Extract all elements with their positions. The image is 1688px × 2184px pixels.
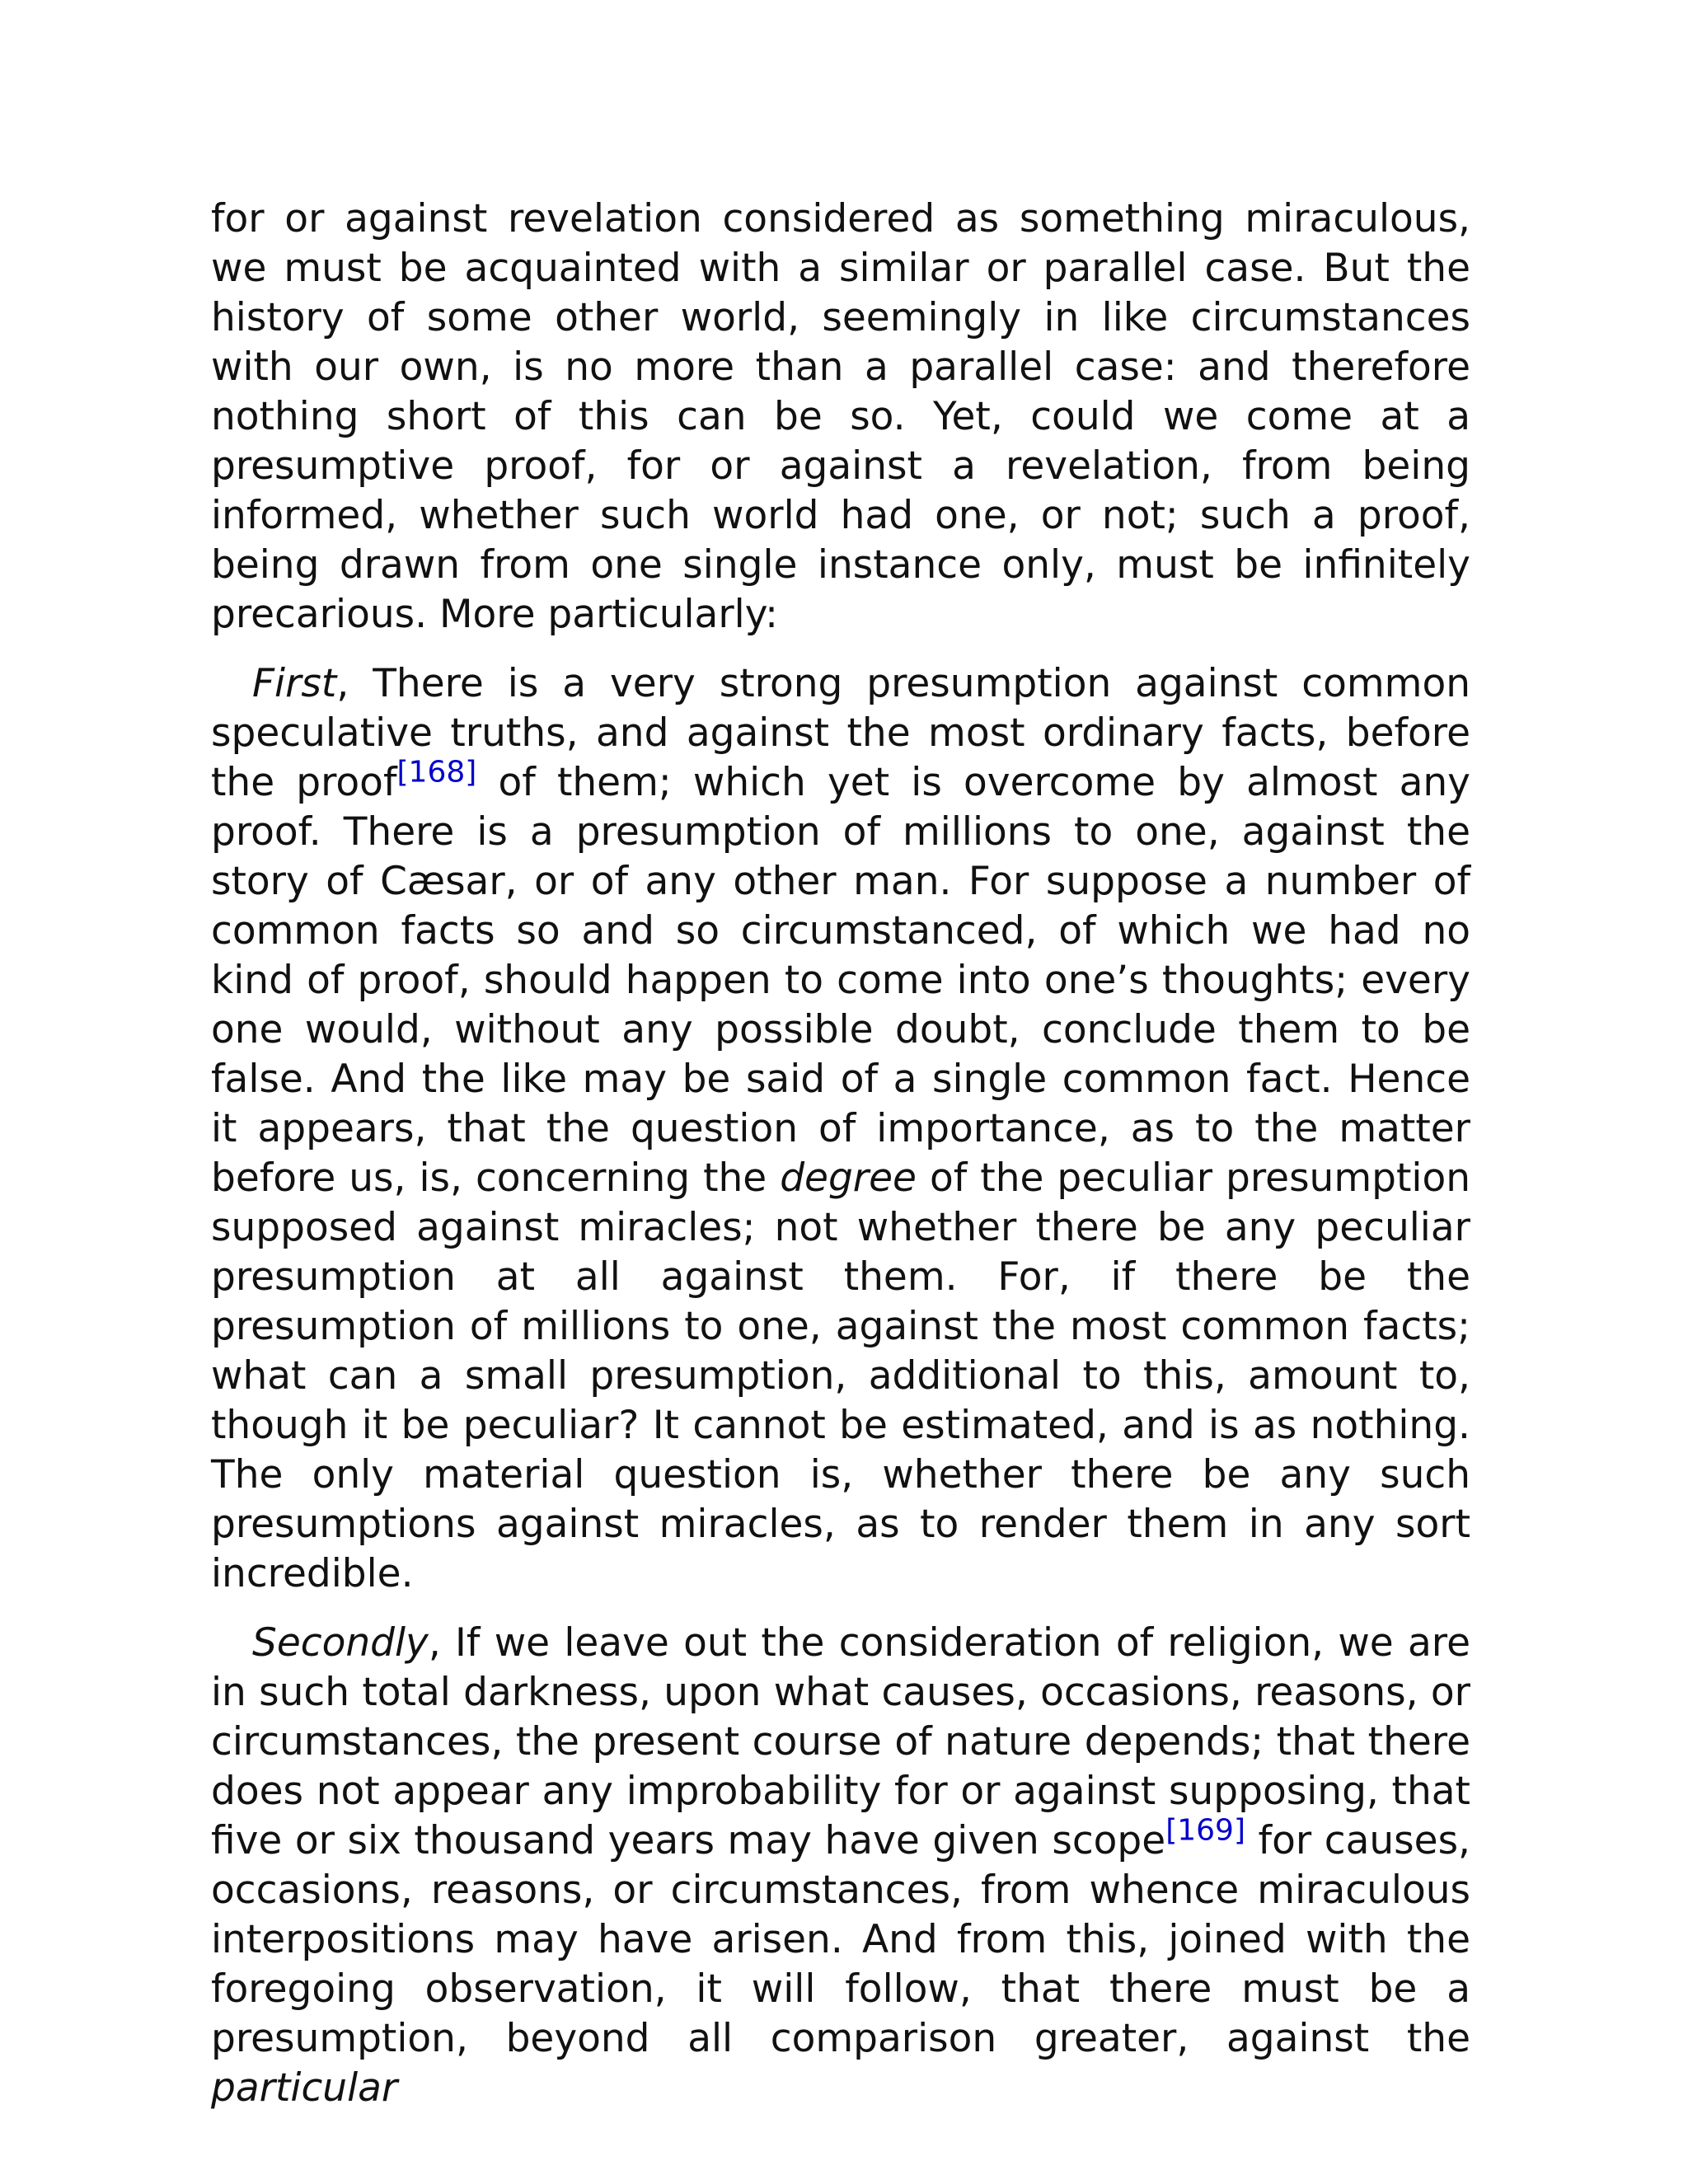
footnote-link-168[interactable]: [168] <box>396 755 477 790</box>
paragraph-text: of them; which yet is overcome by almost any proof. There is a presumption of millions to one, against the story of Cæsar, or of any other man. For suppose a number of common facts so and so circumstanced, of which we had no kind of proof, should happen to come into one’s thoughts; every one would, without any possible doubt, conclude them to be false. And the like may be said of a single common fact. Hence it appears, that the question of importance, as to the matter before us, is, concerning the <box>211 760 1470 1201</box>
paragraph-secondly <box>211 1619 1470 2113</box>
paragraph-text: , There is a very strong presumption against common speculative truths, and against the most ordinary facts, before the proof <box>211 661 1470 805</box>
paragraph-text: of the peculiar presumption supposed against miracles; not whether there be any peculiar presumption at all against them. For, if there be the presumption of millions to one, against the most common facts; what can a small presumption, additional to this, amount to, though it be peculiar? It cannot be estimated, and is as nothing. The only material question is, whether there be any such presumptions against miracles, as to render them in any sort incredible. <box>211 1155 1470 1596</box>
page-body <box>211 194 1470 2113</box>
footnote-link-169[interactable]: [169] <box>1165 1813 1245 1848</box>
paragraph-text: for causes, occasions, reasons, or circumstances, from whence miraculous interpositions may have arisen. And from this, joined with the foregoing observation, it will follow, that there must be a presumption, beyond all comparison greater, against the <box>211 1818 1470 2061</box>
paragraph-text: , If we leave out the consideration of religion, we are in such total darkness, upon what causes, occasions, reasons, or circumstances, the present course of nature depends; that there does not appear any improbability for or against supposing, that five or six thousand years may have given scope <box>211 1620 1470 1863</box>
paragraph-lead-first: First <box>252 661 337 706</box>
emphasis-degree: degree <box>780 1155 917 1201</box>
paragraph-lead-secondly: Secondly <box>252 1620 429 1666</box>
emphasis-particular: particular <box>211 2065 398 2111</box>
paragraph-first <box>211 659 1470 1599</box>
paragraph-continuation: for or against revelation considered as something miraculous, we must be acquainted with a similar or parallel case. But the history of some other world, seemingly in like circumstances with our own, is no more than a parallel case: and therefore nothing short of this can be so. Yet, could we come at a presumptive proof, for or against a revelation, from being informed, whether such world had one, or not; such a proof, being drawn from one single instance only, must be infinitely precarious. More particularly: <box>211 196 1470 637</box>
